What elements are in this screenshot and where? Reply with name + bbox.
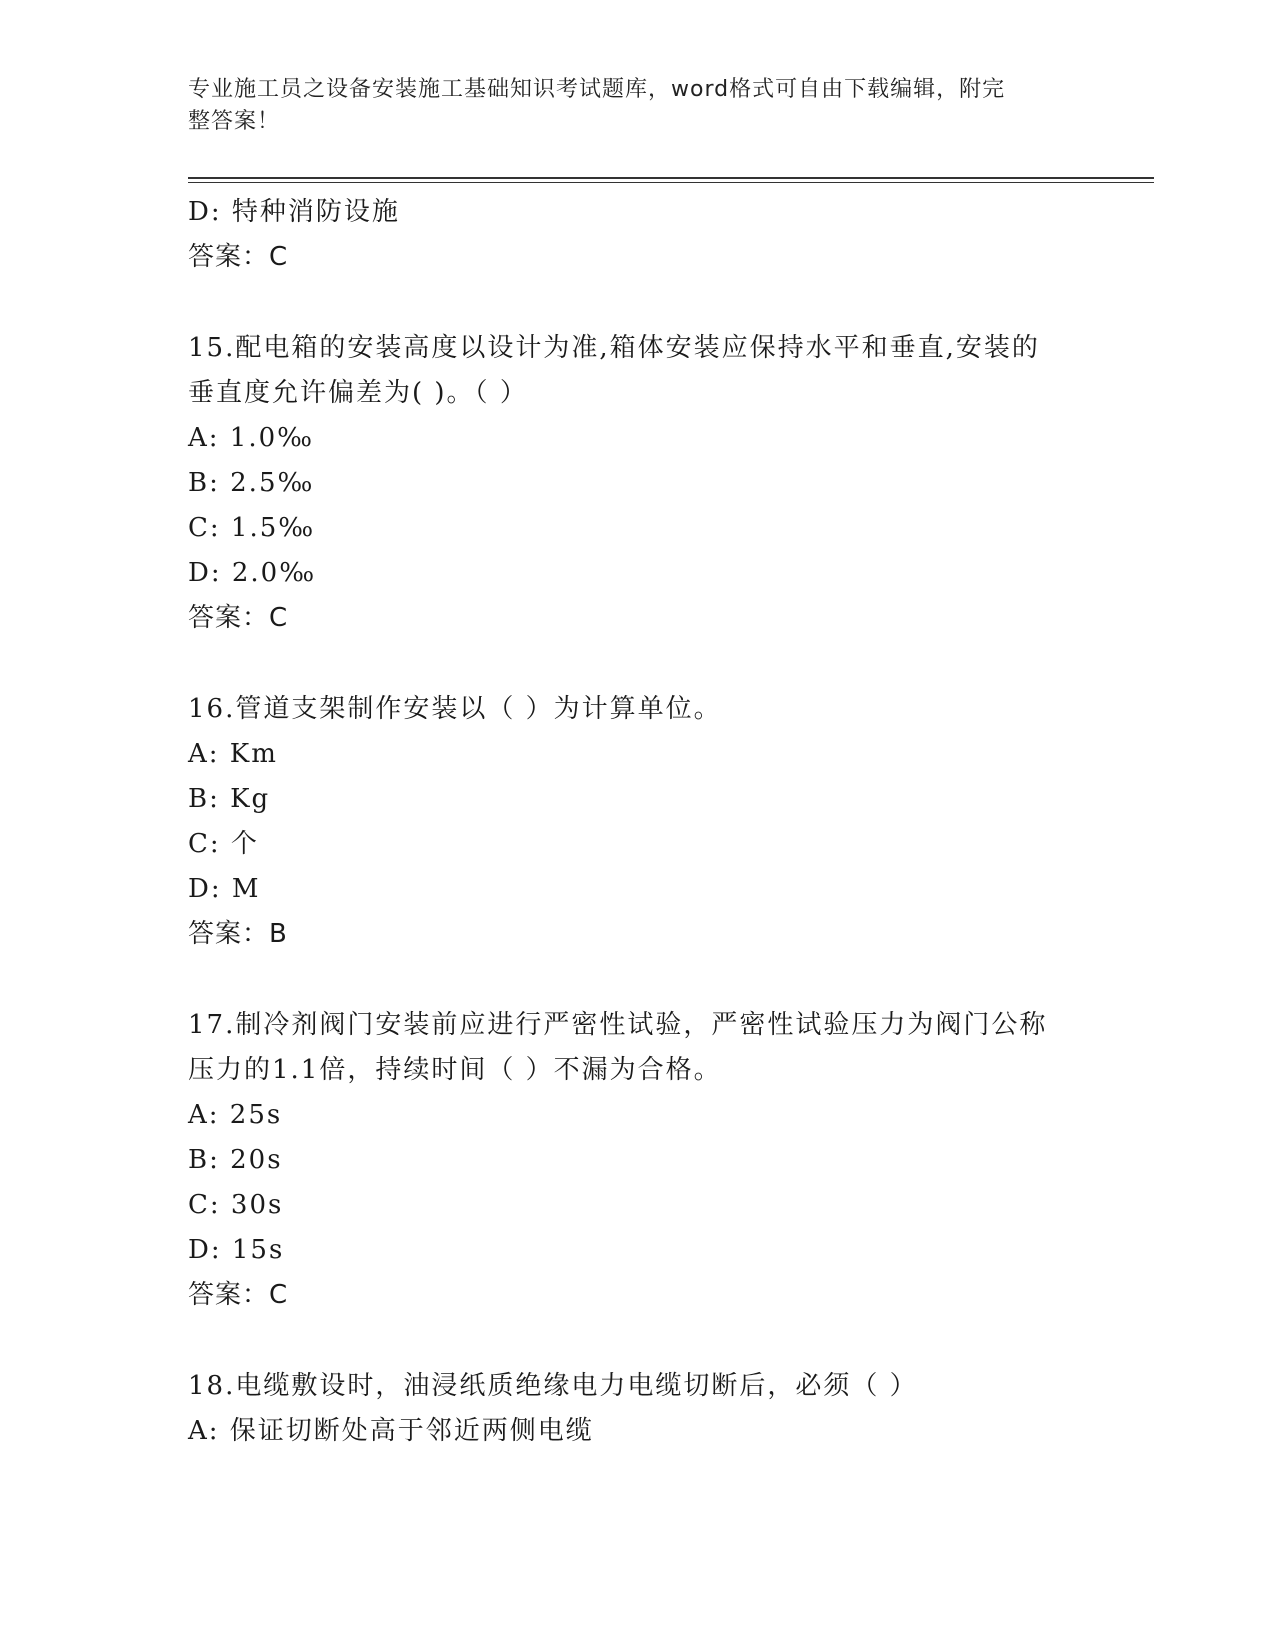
option-d: D: 2.0‰	[188, 558, 317, 588]
question-14	[188, 190, 1088, 280]
option-b: B: Kg	[188, 784, 271, 814]
question-stem-line-2: 压力的1.1倍，持续时间（ ）不漏为合格。	[188, 1055, 722, 1085]
option-c: C: 个	[188, 829, 259, 859]
option-a: A: 保证切断处高于邻近两侧电缆	[188, 1416, 594, 1446]
option-c: C: 30s	[188, 1190, 284, 1220]
answer: 答案：C	[188, 1280, 289, 1310]
question-stem-line-1: 18.电缆敷设时，油浸纸质绝缘电力电缆切断后，必须（ ）	[188, 1371, 918, 1401]
spacer	[188, 1318, 1088, 1364]
header-divider-thick	[188, 177, 1154, 179]
question-stem-line-1: 15.配电箱的安装高度以设计为准,箱体安装应保持水平和垂直,安装的	[188, 333, 1040, 363]
answer: 答案：C	[188, 242, 289, 272]
question-content	[188, 190, 1088, 1454]
header-divider-thin	[188, 182, 1154, 183]
spacer	[188, 280, 1088, 326]
option-a: A: 1.0‰	[188, 423, 315, 453]
question-17	[188, 1003, 1088, 1318]
question-stem-line-2: 垂直度允许偏差为( )。（ ）	[188, 378, 528, 408]
question-18	[188, 1364, 1088, 1454]
question-stem-line-1: 17.制冷剂阀门安装前应进行严密性试验，严密性试验压力为阀门公称	[188, 1010, 1048, 1040]
answer: 答案：C	[188, 603, 289, 633]
question-15	[188, 326, 1088, 641]
option-a: A: 25s	[188, 1100, 283, 1130]
question-stem-line-1: 16.管道支架制作安装以（ ）为计算单位。	[188, 694, 722, 724]
option-a: A: Km	[188, 739, 278, 769]
answer: 答案：B	[188, 919, 288, 949]
option-b: B: 20s	[188, 1145, 283, 1175]
option-c: C: 1.5‰	[188, 513, 316, 543]
option-d: D: 特种消防设施	[188, 197, 400, 227]
option-d: D: M	[188, 874, 261, 904]
header-line-1: 专业施工员之设备安装施工基础知识考试题库，word格式可自由下载编辑，附完	[188, 77, 1006, 102]
option-b: B: 2.5‰	[188, 468, 315, 498]
header-line-2: 整答案！	[188, 109, 281, 134]
question-16	[188, 687, 1088, 957]
spacer	[188, 641, 1088, 687]
document-header	[188, 74, 1078, 138]
spacer	[188, 957, 1088, 1003]
option-d: D: 15s	[188, 1235, 285, 1265]
